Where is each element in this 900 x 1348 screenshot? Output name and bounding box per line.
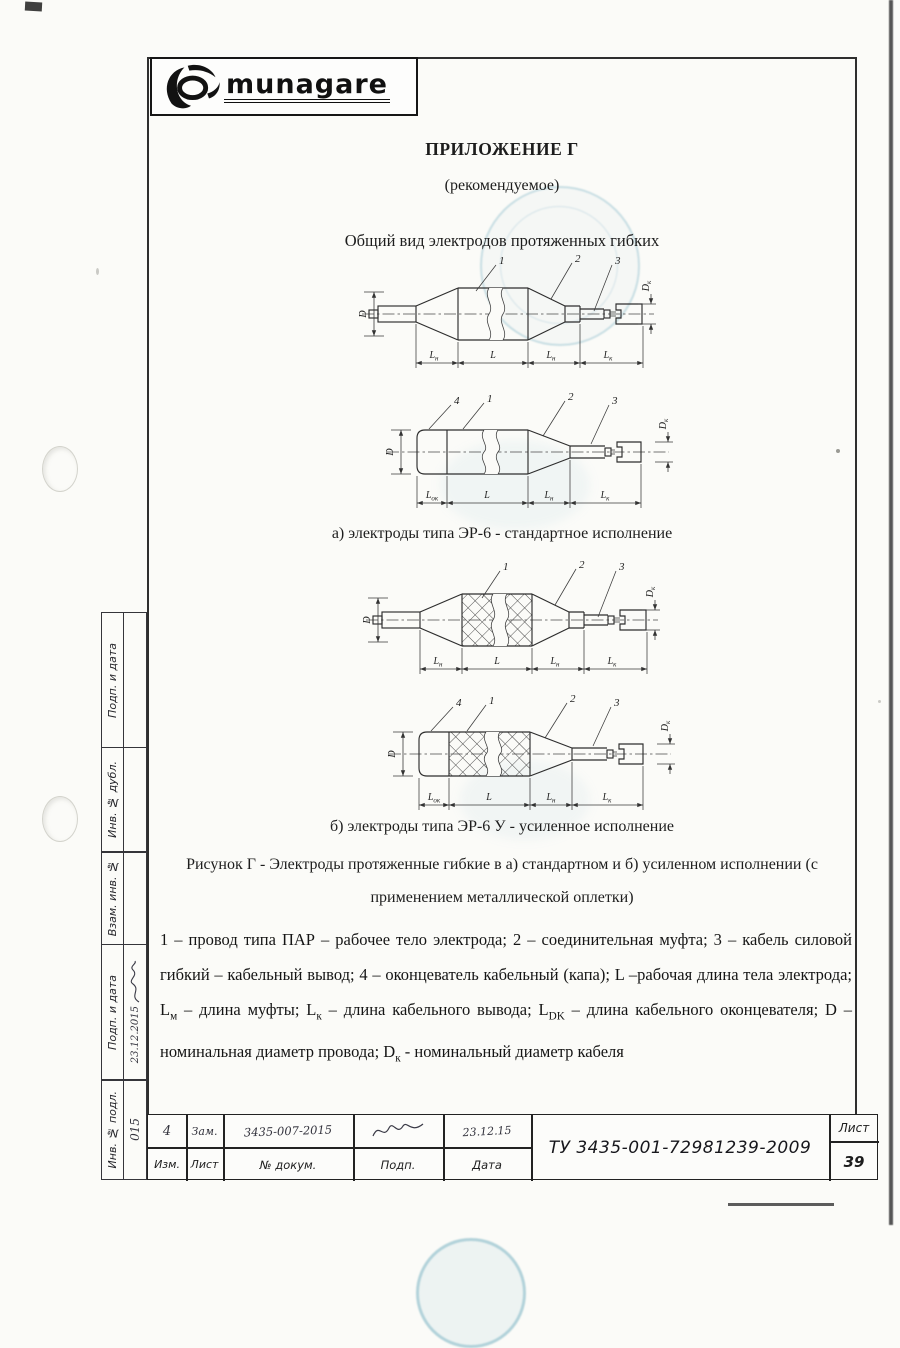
dim-Dk: $D_к$ [645, 586, 657, 598]
hole-punch-top [42, 446, 78, 492]
titleblock-izm-value: 4 [162, 1123, 172, 1139]
dim-Ln: $L_н$ [550, 656, 560, 669]
drawing-reinforced-electrode-1 [362, 558, 662, 683]
figure-caption-line2: применением металлической оплетки) [370, 889, 634, 906]
dim-Lk: $L_к$ [607, 656, 617, 669]
sidebar-label: Подп. и дата [106, 974, 119, 1050]
title-block [147, 1114, 878, 1180]
scan-speck [836, 449, 840, 453]
titleblock-sheet-number: 39 [843, 1152, 865, 1171]
callout-3: 3 [612, 395, 618, 407]
titleblock-document-number: ТУ 3435-001-72981239-2009 [548, 1138, 812, 1158]
figure-caption-line1: Рисунок Г - Электроды протяженные гибкие в а) стандартном и б) усиленном исполнении (с [186, 856, 818, 873]
frame-left [147, 57, 149, 1180]
handwritten-signature [127, 960, 143, 1004]
appendix-note: (рекомендуемое) [444, 177, 560, 194]
callouts [429, 392, 618, 444]
callout-1: 1 [487, 393, 493, 405]
handwritten-signature [371, 1120, 425, 1142]
dim-Dk: $D_к$ [641, 280, 653, 292]
legend-paragraph: 1 – провод типа ПАР – рабочее тело электрода; 2 – соединительная муфта; 3 – кабель силовой гибкий – кабельный вывод; 4 – оконцеватель кабельный (капа); L –рабочая длина тела электрода; $L_м$ – длина муфты; $L_к$ – длина кабельного вывода; $L_{DK}$ – длина кабельного оконцевателя; D – номинальная диаметр провода; $D_к$ - номинальный диаметр кабеля [160, 930, 853, 1065]
titleblock-header-izm: Изм. [154, 1158, 180, 1171]
drawing-reinforced-electrode-2 [385, 694, 675, 819]
callout-1: 1 [499, 255, 505, 267]
drawing-standard-electrode-2 [383, 392, 673, 517]
dim-Ln: $L_н$ [429, 350, 439, 363]
callout-4: 4 [456, 697, 462, 709]
sidebar-cell-inv-dubl [101, 747, 147, 853]
scan-corner-mark [25, 2, 42, 12]
logo-eye-icon [160, 62, 222, 112]
handwritten-date: 23.12.2015 [129, 1006, 141, 1064]
dim-L: L [494, 656, 500, 667]
titleblock-date-value: 23.12.15 [462, 1123, 512, 1139]
handwritten-inventory-number: 015 [128, 1118, 142, 1141]
dim-Ln: $L_н$ [433, 656, 443, 669]
titleblock-sheet-label: Лист [838, 1121, 870, 1135]
dim-Lok: $L_{ок}$ [427, 792, 441, 805]
sidebar-label: Инв. № подл. [106, 1090, 119, 1169]
sidebar-cell-podp-data-2 [101, 944, 147, 1081]
titleblock-doc-value: 3435-007-2015 [243, 1122, 333, 1140]
titleblock-header-podp: Подп. [380, 1157, 416, 1172]
dim-Lok: $L_{ок}$ [425, 490, 439, 503]
sidebar-label: Взам. инв. № [106, 859, 119, 937]
hole-punch-bottom [42, 796, 78, 842]
dim-L: L [486, 792, 492, 803]
figure-subtitle: Общий вид электродов протяженных гибких [344, 231, 660, 250]
drawing-standard-electrode-1 [358, 252, 658, 377]
sidebar-label: Инв. № дубл. [106, 761, 119, 838]
callout-2: 2 [568, 392, 574, 403]
titleblock-list-value: Зам. [191, 1124, 218, 1138]
dim-L: L [490, 350, 496, 361]
callout-2: 2 [575, 253, 581, 265]
titleblock-header-list: Лист [190, 1158, 219, 1171]
callout-3: 3 [614, 697, 620, 709]
dim-Dk: $D_к$ [660, 720, 672, 732]
dim-L: L [484, 490, 490, 501]
callout-3: 3 [619, 561, 625, 573]
caption-a: а) электроды типа ЭР-6 - стандартное исполнение [331, 525, 673, 542]
dim-D: D [362, 616, 373, 624]
caption-b: б) электроды типа ЭР-6 У - усиленное исполнение [329, 818, 675, 835]
scan-speck [878, 700, 881, 703]
titleblock-header-data: Дата [472, 1157, 502, 1172]
dim-D: D [387, 750, 398, 758]
dim-Dk: $D_к$ [658, 418, 670, 430]
callout-1: 1 [489, 695, 495, 707]
stamp-bottom-arc [416, 1238, 526, 1348]
dim-Ln: $L_н$ [546, 350, 556, 363]
titleblock-header-doc: № докум. [259, 1157, 317, 1172]
scan-bottom-line [728, 1203, 834, 1206]
dim-Ln: $L_н$ [546, 792, 556, 805]
sidebar-cell-podp-data-1 [101, 612, 147, 748]
dim-D: D [385, 448, 396, 456]
callout-2: 2 [579, 559, 585, 571]
dim-D: D [358, 310, 369, 318]
page-right-edge-shadow [889, 0, 893, 1225]
logo-box [150, 57, 418, 116]
titleblock-signature [353, 1115, 443, 1147]
sidebar-cell-inv-podl [101, 1079, 147, 1180]
sidebar-label: Подп. и дата [106, 642, 119, 718]
sidebar-cell-vzam-inv [101, 851, 147, 945]
logo-text: munagare [224, 71, 390, 103]
callout-1: 1 [503, 561, 509, 573]
dimensions [387, 720, 675, 810]
scan-speck [96, 268, 99, 275]
dim-Lk: $L_к$ [602, 792, 612, 805]
dim-Lk: $L_к$ [600, 490, 610, 503]
appendix-title: ПРИЛОЖЕНИЕ Г [425, 139, 579, 159]
callout-2: 2 [570, 694, 576, 705]
frame-right [855, 57, 857, 1116]
dim-Lk: $L_к$ [603, 350, 613, 363]
dimensions [358, 280, 656, 368]
callout-3: 3 [615, 255, 621, 267]
dimensions [385, 418, 673, 508]
dim-Ln: $L_н$ [544, 490, 554, 503]
callout-4: 4 [454, 395, 460, 407]
